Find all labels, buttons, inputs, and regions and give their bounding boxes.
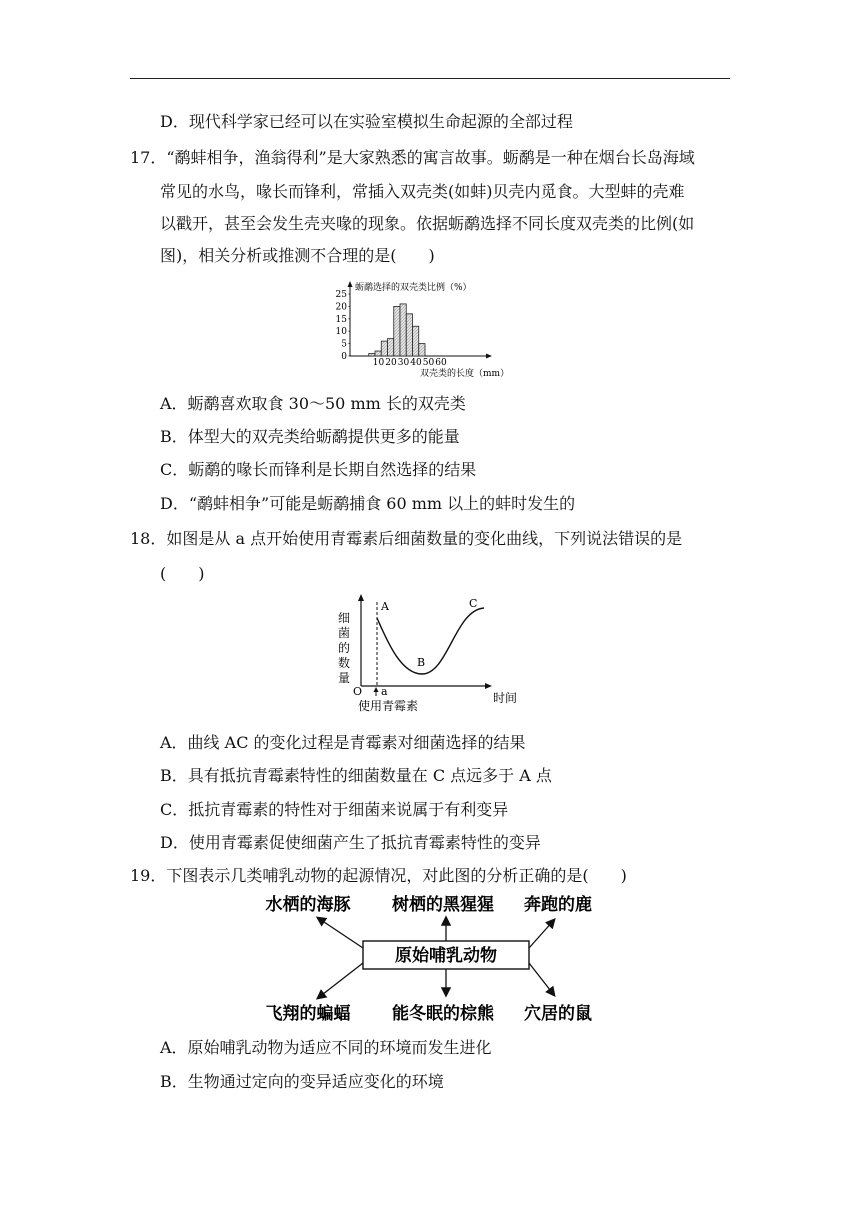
bacteria-count-curve <box>377 608 484 674</box>
y-tick-label: 10 <box>335 327 347 338</box>
y-label-char: 量 <box>337 671 351 685</box>
label-mouse: 穴居的鼠 <box>524 1004 592 1024</box>
y-label-char: 细 <box>337 611 351 625</box>
y-tick-label: 25 <box>335 290 347 300</box>
y-axis-arrow <box>358 594 364 601</box>
q16-option-d: D．现代科学家已经可以在实验室模拟生命起源的全部过程 <box>160 112 573 131</box>
q19-option-a: A．原始哺乳动物为适应不同的环境而发生进化 <box>160 1038 492 1057</box>
y-tick-label: 5 <box>341 339 347 350</box>
label-chimpanzee: 树栖的黑猩猩 <box>392 895 494 915</box>
q17-option-d: D．“鹬蚌相争”可能是蛎鹬捕食 60 mm 以上的蚌时发生的 <box>160 494 576 513</box>
point-c-label: C <box>469 597 478 610</box>
arrow-to-deer <box>529 920 554 948</box>
histogram-bar <box>400 304 406 356</box>
a-label: a <box>381 685 388 698</box>
histogram-bar <box>388 339 394 356</box>
label-brown-bear: 能冬眠的棕熊 <box>392 1004 494 1024</box>
histogram-bar <box>381 341 387 356</box>
point-a-label: A <box>381 600 389 613</box>
q17-stem-line-3: 以戳开，甚至会发生壳夹喙的现象。依据蛎鹬选择不同长度双壳类的比例(如 <box>160 214 695 233</box>
hist-y-axis-arrow <box>348 281 353 287</box>
penicillin-caption: 使用青霉素 <box>358 699 419 713</box>
q17-stem-line-1: 17．“鹬蚌相争，渔翁得利”是大家熟悉的寓言故事。蛎鹬是一种在烟台长岛海域 <box>130 148 695 167</box>
header-rule <box>130 78 730 79</box>
x-tick-label: 20 <box>385 358 397 368</box>
histogram-x-label: 双壳类的长度（mm） <box>420 369 510 379</box>
histogram-title: 蛎鹬选择的双壳类比例（%） <box>355 283 472 293</box>
y-label-char: 菌 <box>337 626 351 640</box>
histogram-bar <box>413 326 419 356</box>
y-tick-label: 0 <box>341 352 347 362</box>
q17-stem-line-2: 常见的水鸟，喙长而锋利，常插入双壳类(如蚌)贝壳内觅食。大型蚌的壳难 <box>160 182 685 201</box>
a-pointer-arrowhead <box>374 687 379 692</box>
q18-stem-line-2: ( ) <box>160 564 205 583</box>
q17-histogram <box>328 278 528 382</box>
x-tick-label: 50 <box>422 358 435 368</box>
label-dolphin: 水栖的海豚 <box>265 895 351 915</box>
histogram-bar <box>419 344 425 356</box>
arrow-to-mouse <box>529 963 554 995</box>
q18-option-d: D．使用青霉素促使细菌产生了抵抗青霉素特性的变异 <box>160 833 541 852</box>
q19-mammal-diagram <box>250 888 610 1030</box>
label-deer: 奔跑的鹿 <box>524 895 592 915</box>
label-primitive-mammal: 原始哺乳动物 <box>395 946 497 966</box>
arrow-to-dolphin <box>318 918 363 948</box>
q18-option-a: A．曲线 AC 的变化过程是青霉素对细菌选择的结果 <box>160 733 526 752</box>
q17-option-b: B．体型大的双壳类给蛎鹬提供更多的能量 <box>160 427 460 446</box>
hist-x-axis-arrow <box>486 354 492 359</box>
q19-stem: 19．下图表示几类哺乳动物的起源情况，对此图的分析正确的是( ) <box>130 866 627 885</box>
x-tick-label: 10 <box>372 358 385 368</box>
q19-option-b: B．生物通过定向的变异适应变化的环境 <box>160 1072 444 1091</box>
y-tick-label: 15 <box>335 314 347 325</box>
x-axis-label: 时间 <box>493 691 518 705</box>
histogram-bar <box>394 306 400 356</box>
origin-label: O <box>353 685 363 698</box>
histogram-bar <box>375 351 381 356</box>
q17-stem-line-4: 图)，相关分析或推测不合理的是( ) <box>160 246 435 265</box>
x-axis-arrow <box>485 683 492 689</box>
y-axis-label <box>338 611 350 685</box>
q17-option-c: C．蛎鹬的喙长而锋利是长期自然选择的结果 <box>160 460 477 479</box>
x-tick-label: 40 <box>410 358 422 368</box>
q18-option-c: C．抵抗青霉素的特性对于细菌来说属于有利变异 <box>160 800 509 819</box>
q18-option-b: B．具有抵抗青霉素特性的细菌数量在 C 点远多于 A 点 <box>160 766 552 785</box>
q18-stem-line-1: 18．如图是从 a 点开始使用青霉素后细菌数量的变化曲线，下列说法错误的是 <box>130 529 683 548</box>
arrow-to-bat <box>318 963 363 998</box>
q18-bacteria-curve <box>330 592 530 718</box>
y-label-char: 的 <box>337 641 351 655</box>
q17-option-a: A．蛎鹬喜欢取食 30～50 mm 长的双壳类 <box>160 394 466 413</box>
y-label-char: 数 <box>337 656 351 670</box>
y-tick-label: 20 <box>335 302 347 313</box>
x-tick-label: 60 <box>435 358 447 368</box>
x-tick-label: 30 <box>397 358 410 368</box>
point-b-label: B <box>417 656 426 669</box>
histogram-bar <box>406 314 412 356</box>
histogram-bar <box>369 354 375 356</box>
label-bat: 飞翔的蝙蝠 <box>265 1004 351 1024</box>
